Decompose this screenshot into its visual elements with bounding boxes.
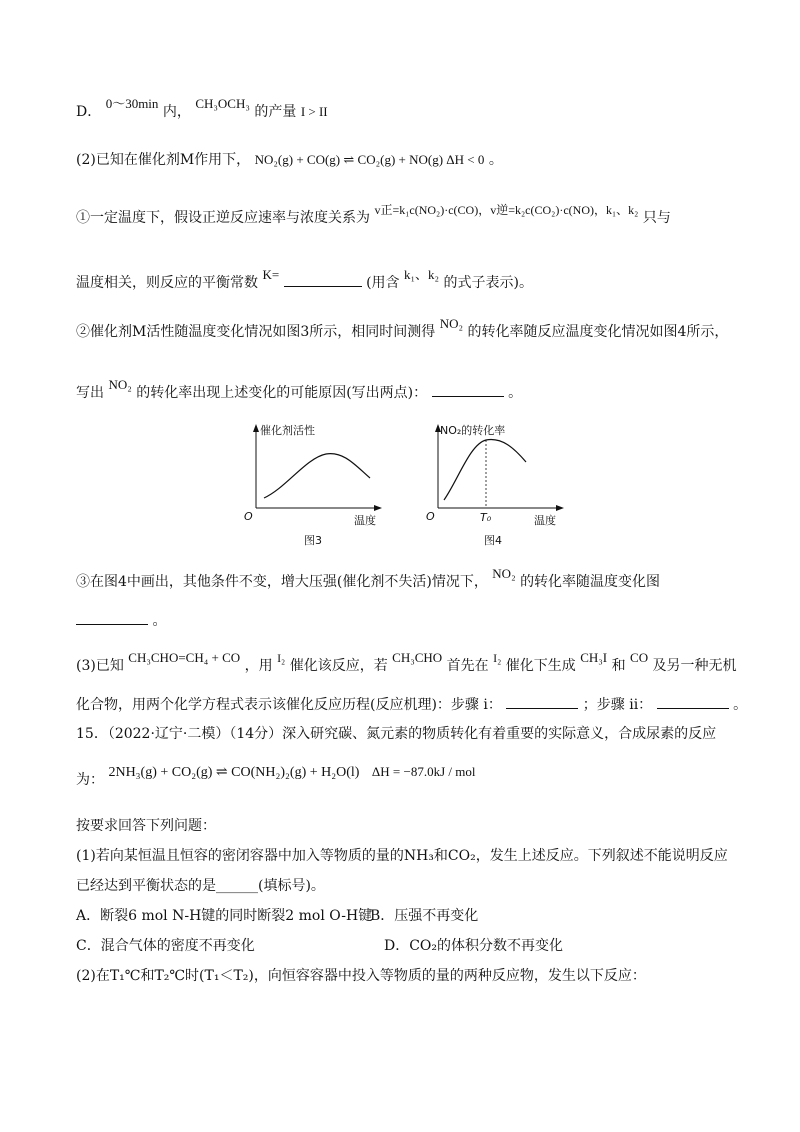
q3-t4: 首先在 bbox=[446, 658, 489, 674]
option-a[interactable]: A．断裂6 mol N-H键的同时断裂2 mol O-H键 bbox=[76, 908, 373, 924]
q2-2-line bbox=[76, 316, 729, 342]
urea-equation: 2NH₃(g) + CO₂(g) ⇌ CO(NH₂)₂(g) + H₂O(l) bbox=[108, 765, 360, 780]
q3-catalyst: I₂ bbox=[277, 651, 286, 665]
species-no2: NO₂ bbox=[439, 316, 464, 331]
q2-1b-text2: (用含 bbox=[366, 275, 400, 291]
option-d-prefix: D． bbox=[76, 104, 102, 120]
keq-label: K= bbox=[262, 267, 280, 282]
option-c[interactable]: C．混合气体的密度不再变化 bbox=[76, 938, 255, 954]
figure-4-caption: 图4 bbox=[484, 534, 502, 547]
q3-catalyst-2: I₂ bbox=[493, 651, 502, 665]
fig4-xlabel: 温度 bbox=[534, 514, 556, 527]
q15b-line bbox=[76, 764, 476, 791]
k1-k2: k₁、k₂ bbox=[404, 267, 440, 282]
q2-intro-line bbox=[76, 150, 503, 170]
fig4-tick-t0: T₀ bbox=[480, 511, 492, 524]
fig3-origin: O bbox=[244, 510, 253, 523]
q3-species-ch3cho: CH₃CHO bbox=[392, 650, 443, 665]
q2-2b-line bbox=[76, 377, 523, 403]
answer-blank-graph[interactable] bbox=[76, 610, 148, 625]
q3-equation: CH₃CHO=CH₄ + CO bbox=[128, 650, 241, 665]
q2-2-text2: 的转化率随反应温度变化情况如图4所示， bbox=[467, 324, 729, 340]
q3-line bbox=[76, 650, 737, 676]
q3-t1: (3)已知 bbox=[76, 658, 124, 674]
x-axis-arrow bbox=[556, 505, 564, 511]
fig3-ylabel: 催化剂活性 bbox=[260, 424, 315, 437]
answer-blank-step1[interactable] bbox=[506, 694, 578, 709]
q2-intro-end: 。 bbox=[488, 152, 503, 168]
species-ch3och3: CH₃OCH₃ bbox=[195, 96, 250, 111]
answer-blank-reasons[interactable] bbox=[432, 382, 504, 397]
conversion-curve bbox=[444, 440, 526, 500]
q2-1-text: ①一定温度下，假设正逆反应速率与浓度关系为 bbox=[76, 210, 370, 226]
fig4-ylabel: NO₂的转化率 bbox=[440, 424, 506, 437]
q2-1-end: 只与 bbox=[642, 210, 671, 226]
y-axis-arrow bbox=[253, 424, 259, 432]
text-yield: 的产量 bbox=[254, 104, 297, 120]
time-range: 0～30min bbox=[105, 96, 159, 111]
fig3-xlabel: 温度 bbox=[354, 514, 376, 527]
comparison: I > II bbox=[300, 104, 328, 119]
q3b-t2: ；步骤 ii： bbox=[582, 697, 653, 713]
figure-4-svg bbox=[418, 420, 578, 530]
figure-3 bbox=[236, 420, 396, 530]
figure-4 bbox=[418, 420, 578, 530]
q15-line bbox=[76, 724, 716, 744]
q2-1b-text3: 的式子表示)。 bbox=[443, 275, 534, 291]
q15b-text: 为： bbox=[76, 772, 104, 788]
q2-3-text1: ③在图4中画出，其他条件不变，增大压强(催化剂不失活)情况下， bbox=[76, 574, 488, 590]
q2-3b-line bbox=[76, 610, 166, 631]
q3-t7: 及另一种无机 bbox=[652, 658, 737, 674]
q3-species-ch3i: CH₃I bbox=[580, 650, 608, 665]
q3-t3: 催化该反应，若 bbox=[289, 658, 388, 674]
q2-1b-line bbox=[76, 267, 534, 293]
species-no2: NO₂ bbox=[108, 377, 132, 392]
p2-line: (2)在T₁℃和T₂℃时(T₁＜T₂)，向恒容容器中投入等物质的量的两种反应物，发生以下反应： bbox=[76, 968, 646, 984]
q2-2b-end: 。 bbox=[508, 385, 523, 401]
q3b-end: 。 bbox=[733, 697, 748, 713]
q2-2-text1: ②催化剂M活性随温度变化情况如图3所示，相同时间测得 bbox=[76, 324, 436, 340]
answer-blank-step2[interactable] bbox=[657, 694, 729, 709]
q2-2b-text1: 写出 bbox=[76, 385, 104, 401]
q2-2b-text2: 的转化率出现上述变化的可能原因(写出两点)： bbox=[136, 385, 428, 401]
p1b-line: 已经达到平衡状态的是______(填标号)。 bbox=[76, 878, 325, 894]
activity-curve bbox=[264, 454, 370, 498]
figure-3-svg bbox=[236, 420, 396, 530]
q15-text: 15．（2022·辽宁·二模）（14分）深入研究碳、氮元素的物质转化有着重要的实际意义，合成尿素的反应 bbox=[76, 726, 717, 742]
q2-reaction: NO₂(g) + CO(g) ⇌ CO₂(g) + NO(g) ΔH < 0 bbox=[254, 152, 485, 167]
q3-species-co: CO bbox=[630, 650, 649, 665]
q2-3b-end: 。 bbox=[152, 613, 167, 629]
q3b-t1: 化合物，用两个化学方程式表示该催化反应历程(反应机理)：步骤 i： bbox=[76, 697, 502, 713]
q2-1-line bbox=[76, 203, 671, 228]
q3-t6: 和 bbox=[611, 658, 626, 674]
species-no2: NO₂ bbox=[492, 566, 516, 581]
q3-t5: 催化下生成 bbox=[505, 658, 576, 674]
requirements-line: 按要求回答下列问题： bbox=[76, 818, 216, 834]
p1-line: (1)若向某恒温且恒容的密闭容器中加入等物质的量的NH₃和CO₂，发生上述反应。下列叙述不能说明反应 bbox=[76, 848, 728, 864]
option-d[interactable]: D．CO₂的体积分数不再变化 bbox=[384, 938, 564, 954]
figure-3-caption: 图3 bbox=[304, 534, 322, 547]
option-d-line bbox=[76, 96, 328, 122]
q2-3-line bbox=[76, 566, 661, 592]
text-within: 内， bbox=[162, 104, 191, 120]
q3-t2: ，用 bbox=[244, 658, 273, 674]
fig4-origin: O bbox=[426, 510, 435, 523]
q2-intro-text: (2)已知在催化剂M作用下， bbox=[76, 152, 251, 168]
answer-blank-k[interactable] bbox=[284, 272, 362, 287]
urea-delta-h: ΔH = −87.0kJ / mol bbox=[371, 764, 476, 779]
option-b[interactable]: B．压强不再变化 bbox=[370, 908, 479, 924]
q2-3-text2: 的转化率随温度变化图 bbox=[520, 574, 661, 590]
q3b-line bbox=[76, 694, 747, 715]
x-axis-arrow bbox=[374, 505, 382, 511]
rate-expressions: v正=k₁c(NO₂)·c(CO)，v逆=k₂c(CO₂)·c(NO)，k₁、k₂ bbox=[374, 203, 639, 217]
q2-1b-text1: 温度相关，则反应的平衡常数 bbox=[76, 275, 258, 291]
